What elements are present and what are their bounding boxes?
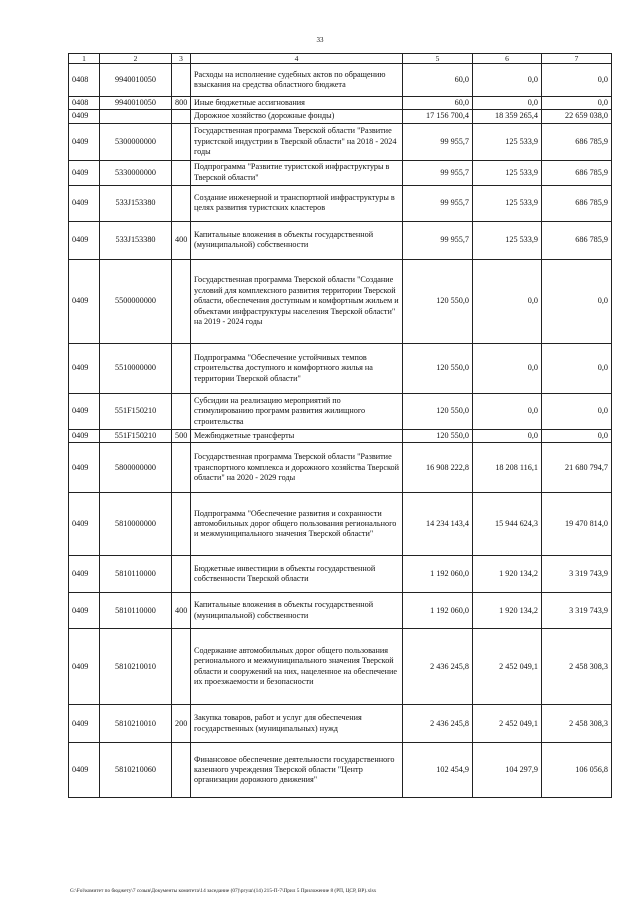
- expense-type-code-cell: 500: [172, 429, 191, 442]
- amount-year3-cell: 2 458 308,3: [542, 629, 612, 705]
- section-code-cell: 0409: [69, 160, 100, 185]
- amount-year2-cell: 1 920 134,2: [473, 556, 542, 593]
- expense-type-code-cell: [172, 259, 191, 343]
- table-row: [69, 743, 612, 798]
- expense-type-code-cell: [172, 343, 191, 393]
- amount-year1-cell: 120 550,0: [403, 343, 473, 393]
- amount-year1-cell: 102 454,9: [403, 743, 473, 798]
- column-header: 7: [542, 54, 612, 64]
- item-name-cell: Содержание автомобильных дорог общего пользования регионального и межмуниципального значения Тверской области и сооружений на них, нацеленное на обеспечение их проезжаемости и безопасности: [191, 629, 403, 705]
- amount-year1-cell: 60,0: [403, 97, 473, 110]
- section-code-cell: 0409: [69, 123, 100, 160]
- table-row: [69, 556, 612, 593]
- item-name-cell: Межбюджетные трансферты: [191, 429, 403, 442]
- target-article-code-cell: 5810210010: [100, 629, 172, 705]
- amount-year3-cell: 0,0: [542, 64, 612, 97]
- section-code-cell: 0409: [69, 429, 100, 442]
- amount-year3-cell: 0,0: [542, 97, 612, 110]
- column-header: 1: [69, 54, 100, 64]
- section-code-cell: 0409: [69, 443, 100, 493]
- column-number-row: [69, 54, 612, 64]
- amount-year1-cell: 2 436 245,8: [403, 705, 473, 743]
- table-row: [69, 493, 612, 556]
- file-path-footer: G:\Fol\комитет по бюджету\7 созыв\Документы комитета\14 заседание (07)\ргуш\(14) 215-П-7\Прил 5 Приложение 8 (РП, ЦСР, ВР).xlsx: [70, 888, 377, 894]
- section-code-cell: 0409: [69, 629, 100, 705]
- table-row: [69, 393, 612, 429]
- amount-year1-cell: 60,0: [403, 64, 473, 97]
- amount-year1-cell: 16 908 222,8: [403, 443, 473, 493]
- expense-type-code-cell: [172, 64, 191, 97]
- item-name-cell: Капитальные вложения в объекты государственной (муниципальной) собственности: [191, 221, 403, 259]
- amount-year3-cell: 686 785,9: [542, 185, 612, 221]
- amount-year1-cell: 99 955,7: [403, 185, 473, 221]
- target-article-code-cell: 9940010050: [100, 64, 172, 97]
- expense-type-code-cell: [172, 443, 191, 493]
- table-row: [69, 259, 612, 343]
- table-row: [69, 64, 612, 97]
- table-row: [69, 343, 612, 393]
- target-article-code-cell: 5810110000: [100, 593, 172, 629]
- item-name-cell: Финансовое обеспечение деятельности государственного казенного учреждения Тверской области "Центр организации дорожного движения": [191, 743, 403, 798]
- target-article-code-cell: [100, 110, 172, 123]
- table-row: [69, 221, 612, 259]
- column-header: 4: [191, 54, 403, 64]
- expense-type-code-cell: 800: [172, 97, 191, 110]
- column-header: 3: [172, 54, 191, 64]
- column-header: 2: [100, 54, 172, 64]
- amount-year3-cell: 686 785,9: [542, 160, 612, 185]
- section-code-cell: 0408: [69, 97, 100, 110]
- table-row: [69, 705, 612, 743]
- amount-year2-cell: 0,0: [473, 429, 542, 442]
- expense-type-code-cell: [172, 493, 191, 556]
- expense-type-code-cell: [172, 185, 191, 221]
- table-row: [69, 160, 612, 185]
- page-number: 33: [316, 36, 324, 44]
- amount-year3-cell: 22 659 038,0: [542, 110, 612, 123]
- section-code-cell: 0409: [69, 343, 100, 393]
- item-name-cell: Подпрограмма "Обеспечение устойчивых темпов строительства доступного и комфортного жилья на территории Тверской области": [191, 343, 403, 393]
- amount-year2-cell: 125 533,9: [473, 123, 542, 160]
- amount-year1-cell: 120 550,0: [403, 259, 473, 343]
- item-name-cell: Подпрограмма "Развитие туристской инфраструктуры в Тверской области": [191, 160, 403, 185]
- target-article-code-cell: 5800000000: [100, 443, 172, 493]
- amount-year1-cell: 120 550,0: [403, 429, 473, 442]
- amount-year2-cell: 0,0: [473, 259, 542, 343]
- amount-year1-cell: 2 436 245,8: [403, 629, 473, 705]
- section-code-cell: 0409: [69, 110, 100, 123]
- amount-year2-cell: 18 208 116,1: [473, 443, 542, 493]
- section-code-cell: 0409: [69, 221, 100, 259]
- amount-year1-cell: 120 550,0: [403, 393, 473, 429]
- section-code-cell: 0409: [69, 185, 100, 221]
- target-article-code-cell: 5510000000: [100, 343, 172, 393]
- expense-type-code-cell: [172, 393, 191, 429]
- target-article-code-cell: 5810210060: [100, 743, 172, 798]
- item-name-cell: Бюджетные инвестиции в объекты государственной собственности Тверской области: [191, 556, 403, 593]
- expense-type-code-cell: [172, 160, 191, 185]
- table-row: [69, 123, 612, 160]
- section-code-cell: 0409: [69, 593, 100, 629]
- target-article-code-cell: 551F150210: [100, 393, 172, 429]
- amount-year2-cell: 125 533,9: [473, 160, 542, 185]
- target-article-code-cell: 5810000000: [100, 493, 172, 556]
- expense-type-code-cell: [172, 743, 191, 798]
- item-name-cell: Подпрограмма "Обеспечение развития и сохранности автомобильных дорог общего пользования регионального и межмуниципального значения Тверской области": [191, 493, 403, 556]
- amount-year3-cell: 21 680 794,7: [542, 443, 612, 493]
- amount-year3-cell: 3 319 743,9: [542, 556, 612, 593]
- item-name-cell: Расходы на исполнение судебных актов по обращению взыскания на средства областного бюджета: [191, 64, 403, 97]
- target-article-code-cell: 551F150210: [100, 429, 172, 442]
- table-row: [69, 185, 612, 221]
- amount-year2-cell: 125 533,9: [473, 185, 542, 221]
- amount-year2-cell: 125 533,9: [473, 221, 542, 259]
- section-code-cell: 0409: [69, 705, 100, 743]
- target-article-code-cell: 9940010050: [100, 97, 172, 110]
- table-row: [69, 429, 612, 442]
- amount-year3-cell: 686 785,9: [542, 123, 612, 160]
- expense-type-code-cell: [172, 629, 191, 705]
- expense-type-code-cell: [172, 110, 191, 123]
- target-article-code-cell: 533J153380: [100, 185, 172, 221]
- amount-year1-cell: 99 955,7: [403, 123, 473, 160]
- budget-table: [68, 53, 612, 798]
- amount-year2-cell: 15 944 624,3: [473, 493, 542, 556]
- expense-type-code-cell: 200: [172, 705, 191, 743]
- item-name-cell: Создание инженерной и транспортной инфраструктуры в целях развития туристских кластеров: [191, 185, 403, 221]
- item-name-cell: Субсидии на реализацию мероприятий по стимулированию программ развития жилищного строительства: [191, 393, 403, 429]
- amount-year1-cell: 99 955,7: [403, 160, 473, 185]
- amount-year3-cell: 686 785,9: [542, 221, 612, 259]
- item-name-cell: Иные бюджетные ассигнования: [191, 97, 403, 110]
- section-code-cell: 0409: [69, 259, 100, 343]
- target-article-code-cell: 5810210010: [100, 705, 172, 743]
- section-code-cell: 0408: [69, 64, 100, 97]
- amount-year2-cell: 1 920 134,2: [473, 593, 542, 629]
- item-name-cell: Государственная программа Тверской области "Развитие туристской индустрии в Тверской области" на 2018 - 2024 годы: [191, 123, 403, 160]
- section-code-cell: 0409: [69, 743, 100, 798]
- budget-table-body: [69, 64, 612, 798]
- amount-year3-cell: 106 056,8: [542, 743, 612, 798]
- table-row: [69, 97, 612, 110]
- amount-year1-cell: 17 156 700,4: [403, 110, 473, 123]
- item-name-cell: Закупка товаров, работ и услуг для обеспечения государственных (муниципальных) нужд: [191, 705, 403, 743]
- amount-year3-cell: 0,0: [542, 393, 612, 429]
- item-name-cell: Дорожное хозяйство (дорожные фонды): [191, 110, 403, 123]
- section-code-cell: 0409: [69, 556, 100, 593]
- amount-year3-cell: 3 319 743,9: [542, 593, 612, 629]
- column-header: 5: [403, 54, 473, 64]
- amount-year2-cell: 0,0: [473, 393, 542, 429]
- amount-year2-cell: 0,0: [473, 97, 542, 110]
- section-code-cell: 0409: [69, 393, 100, 429]
- table-row: [69, 629, 612, 705]
- expense-type-code-cell: [172, 556, 191, 593]
- amount-year2-cell: 0,0: [473, 343, 542, 393]
- section-code-cell: 0409: [69, 493, 100, 556]
- amount-year1-cell: 14 234 143,4: [403, 493, 473, 556]
- item-name-cell: Государственная программа Тверской области "Развитие транспортного комплекса и дорожного хозяйства Тверской области" на 2020 - 2029 годы: [191, 443, 403, 493]
- expense-type-code-cell: 400: [172, 593, 191, 629]
- target-article-code-cell: 5300000000: [100, 123, 172, 160]
- amount-year3-cell: 2 458 308,3: [542, 705, 612, 743]
- item-name-cell: Капитальные вложения в объекты государственной (муниципальной) собственности: [191, 593, 403, 629]
- table-row: [69, 110, 612, 123]
- amount-year2-cell: 2 452 049,1: [473, 629, 542, 705]
- amount-year3-cell: 0,0: [542, 429, 612, 442]
- amount-year2-cell: 104 297,9: [473, 743, 542, 798]
- target-article-code-cell: 533J153380: [100, 221, 172, 259]
- expense-type-code-cell: [172, 123, 191, 160]
- target-article-code-cell: 5330000000: [100, 160, 172, 185]
- amount-year2-cell: 0,0: [473, 64, 542, 97]
- amount-year3-cell: 0,0: [542, 343, 612, 393]
- column-header: 6: [473, 54, 542, 64]
- amount-year3-cell: 0,0: [542, 259, 612, 343]
- expense-type-code-cell: 400: [172, 221, 191, 259]
- amount-year2-cell: 18 359 265,4: [473, 110, 542, 123]
- table-row: [69, 593, 612, 629]
- amount-year3-cell: 19 470 814,0: [542, 493, 612, 556]
- amount-year2-cell: 2 452 049,1: [473, 705, 542, 743]
- table-row: [69, 443, 612, 493]
- amount-year1-cell: 1 192 060,0: [403, 556, 473, 593]
- target-article-code-cell: 5500000000: [100, 259, 172, 343]
- amount-year1-cell: 99 955,7: [403, 221, 473, 259]
- item-name-cell: Государственная программа Тверской области "Создание условий для комплексного развития территории Тверской области, обеспечения доступным и комфортным жильем и объектами инфраструктуры населения Тверской области" на 2019 - 2024 годы: [191, 259, 403, 343]
- amount-year1-cell: 1 192 060,0: [403, 593, 473, 629]
- target-article-code-cell: 5810110000: [100, 556, 172, 593]
